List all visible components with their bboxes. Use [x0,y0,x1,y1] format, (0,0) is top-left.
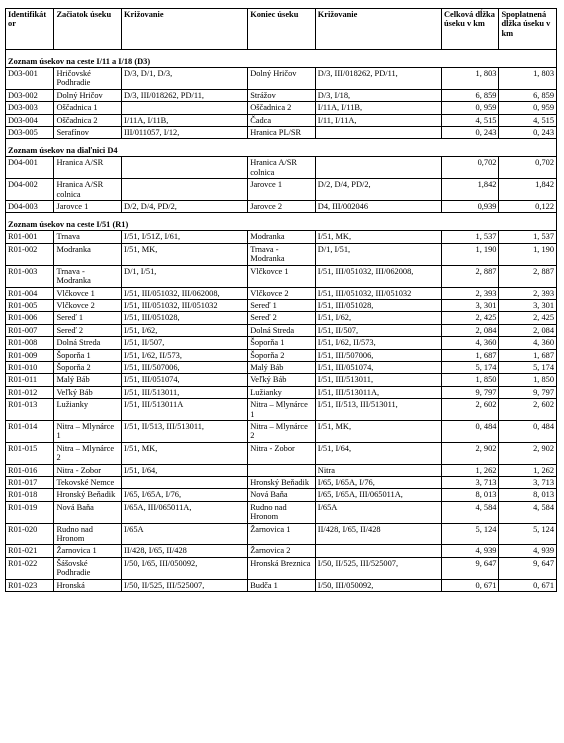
cell-id: R01-001 [6,231,54,243]
cell-end [248,464,316,476]
table-row [6,89,557,101]
cell-tolled-length: 4, 939 [499,545,557,557]
cell-tolled-length: 0, 671 [499,579,557,591]
cell-end: Nitra – Mlynárce 1 [248,399,316,421]
cell-tolled-length: 3, 713 [499,477,557,489]
cell-end: Šoporňa 2 [248,349,316,361]
cell-crossing-end: I/51, III/507006, [315,349,441,361]
cell-crossing-start: I/51, I/62, [122,324,248,336]
cell-total-length: 1, 850 [441,374,499,386]
cell-start: Jarovce 1 [54,201,122,213]
cell-tolled-length: 1, 262 [499,464,557,476]
cell-id: R01-020 [6,523,54,545]
cell-id: D04-003 [6,201,54,213]
cell-id: D04-001 [6,157,54,179]
cell-id: R01-006 [6,312,54,324]
cell-start: Žarnovica 1 [54,545,122,557]
cell-crossing-start: I/51, MK, [122,243,248,265]
cell-id: R01-005 [6,299,54,311]
table-row [6,557,557,579]
table-row [6,442,557,464]
cell-total-length: 1, 687 [441,349,499,361]
cell-crossing-start: II/428, I/65, II/428 [122,545,248,557]
cell-crossing-start: D/3, III/018262, PD/11, [122,89,248,101]
cell-end: Sereď 1 [248,299,316,311]
cell-crossing-end: D4, III/002046 [315,201,441,213]
cell-tolled-length: 4, 515 [499,114,557,126]
cell-start: Vlčkovce 2 [54,299,122,311]
cell-crossing-start: III/011057, I/12, [122,127,248,139]
cell-end: Rudno nad Hronom [248,501,316,523]
cell-tolled-length: 1, 850 [499,374,557,386]
cell-crossing-end: I/51, I/62, [315,312,441,324]
cell-total-length: 4, 360 [441,337,499,349]
table-row [6,127,557,139]
cell-total-length: 1, 537 [441,231,499,243]
cell-id: R01-018 [6,489,54,501]
table-row [6,299,557,311]
cell-crossing-start [122,102,248,114]
cell-end: Čadca [248,114,316,126]
cell-crossing-start: I/51, MK, [122,442,248,464]
cell-crossing-end: I/51, III/051032, III/062008, [315,265,441,287]
cell-total-length: 5, 174 [441,361,499,373]
cell-end: Strážov [248,89,316,101]
cell-crossing-end: D/3, III/018262, PD/11, [315,68,441,90]
cell-crossing-end: I/50, II/525, III/525007, [315,557,441,579]
cell-start: Nitra - Zobor [54,464,122,476]
cell-tolled-length: 2, 084 [499,324,557,336]
cell-crossing-end: I/51, MK, [315,231,441,243]
cell-start: Vlčkovce 1 [54,287,122,299]
cell-start: Dolný Hričov [54,89,122,101]
cell-tolled-length: 1,842 [499,179,557,201]
cell-crossing-end: I/51, I/62, II/573, [315,337,441,349]
cell-end: Jarovce 1 [248,179,316,201]
table-row [6,231,557,243]
cell-start: Nitra – Mlynárce 1 [54,420,122,442]
cell-tolled-length: 5, 124 [499,523,557,545]
table-row [6,287,557,299]
cell-tolled-length: 0,122 [499,201,557,213]
cell-start: Serafínov [54,127,122,139]
cell-end: Dolný Hričov [248,68,316,90]
cell-id: R01-017 [6,477,54,489]
cell-start: Tekovské Nemce [54,477,122,489]
cell-start: Veľký Báb [54,386,122,398]
cell-start: Hričovské Podhradie [54,68,122,90]
cell-total-length: 0, 243 [441,127,499,139]
cell-crossing-start: D/1, I/51, [122,265,248,287]
cell-id: R01-002 [6,243,54,265]
cell-tolled-length: 2, 393 [499,287,557,299]
section-title: Zoznam úsekov na diaľnici D4 [6,139,557,157]
cell-crossing-end: I/65, I/65A, I/76, [315,477,441,489]
cell-tolled-length: 3, 301 [499,299,557,311]
cell-start: Dolná Streda [54,337,122,349]
cell-start: Hronská [54,579,122,591]
table-row [6,579,557,591]
cell-total-length: 1,842 [441,179,499,201]
cell-crossing-start: I/51, III/051074, [122,374,248,386]
table-row [6,420,557,442]
cell-total-length: 0, 484 [441,420,499,442]
section-title: Zoznam úsekov na ceste I/51 (R1) [6,213,557,231]
section-title-row [6,139,557,157]
cell-total-length: 8, 013 [441,489,499,501]
cell-total-length: 3, 301 [441,299,499,311]
cell-total-length: 2, 393 [441,287,499,299]
cell-total-length: 9, 797 [441,386,499,398]
cell-crossing-end: II/428, I/65, II/428 [315,523,441,545]
table-row [6,201,557,213]
cell-crossing-start [122,157,248,179]
cell-id: R01-021 [6,545,54,557]
cell-tolled-length: 1, 537 [499,231,557,243]
cell-crossing-end: I/51, II/507, [315,324,441,336]
cell-total-length: 0,702 [441,157,499,179]
table-row [6,312,557,324]
header-crossing-end: Križovanie [315,9,441,50]
cell-crossing-start: I/51, III/513011, [122,386,248,398]
cell-end: Vlčkovce 1 [248,265,316,287]
cell-total-length: 0,939 [441,201,499,213]
cell-start: Nová Baňa [54,501,122,523]
cell-id: R01-015 [6,442,54,464]
cell-start: Hranica A/SR colnica [54,179,122,201]
cell-total-length: 2, 425 [441,312,499,324]
cell-start: Šášovské Podhradie [54,557,122,579]
cell-crossing-end [315,545,441,557]
table-row [6,243,557,265]
cell-crossing-start: I/51, III/051032, III/062008, [122,287,248,299]
cell-end: Trnava - Modranka [248,243,316,265]
cell-id: D03-003 [6,102,54,114]
cell-id: D03-001 [6,68,54,90]
section-title-row [6,213,557,231]
cell-crossing-start: I/51, III/051032, III/051032 [122,299,248,311]
cell-start: Šoporňa 1 [54,349,122,361]
table-row [6,68,557,90]
cell-crossing-start: I/11A, I/11B, [122,114,248,126]
cell-tolled-length: 6, 859 [499,89,557,101]
cell-end: Dolná Streda [248,324,316,336]
cell-tolled-length: 1, 190 [499,243,557,265]
cell-end: Nitra - Zobor [248,442,316,464]
cell-crossing-end: I/51, III/513011, [315,374,441,386]
cell-id: D03-004 [6,114,54,126]
table-row [6,349,557,361]
cell-tolled-length: 8, 013 [499,489,557,501]
cell-total-length: 0, 959 [441,102,499,114]
cell-id: R01-019 [6,501,54,523]
cell-start: Sereď 2 [54,324,122,336]
cell-crossing-start: I/65A, III/065011A, [122,501,248,523]
cell-total-length: 9, 647 [441,557,499,579]
cell-crossing-end: I/51, II/513, III/513011, [315,399,441,421]
cell-tolled-length: 0, 243 [499,127,557,139]
header-total-length: Celková dĺžka úseku v km [441,9,499,50]
section-title: Zoznam úsekov na ceste I/11 a I/18 (D3) [6,50,557,68]
cell-crossing-end: I/65, I/65A, III/065011A, [315,489,441,501]
table-row [6,265,557,287]
cell-crossing-end: D/1, I/51, [315,243,441,265]
cell-tolled-length: 0, 484 [499,420,557,442]
table-row [6,114,557,126]
cell-end: Oščadnica 2 [248,102,316,114]
cell-crossing-start [122,179,248,201]
cell-crossing-start: I/51, II/513, III/513011, [122,420,248,442]
cell-crossing-end: I/51, III/051028, [315,299,441,311]
table-row [6,477,557,489]
table-row [6,489,557,501]
cell-tolled-length: 1, 687 [499,349,557,361]
section-title-row [6,50,557,68]
cell-end: Nová Baňa [248,489,316,501]
cell-start: Hranica A/SR [54,157,122,179]
cell-id: R01-007 [6,324,54,336]
cell-end: Šoporňa 1 [248,337,316,349]
table-row [6,523,557,545]
cell-end: Žarnovica 2 [248,545,316,557]
cell-crossing-start: I/51, III/051028, [122,312,248,324]
cell-start: Sereď 1 [54,312,122,324]
cell-id: R01-008 [6,337,54,349]
cell-end: Hranica PL/SR [248,127,316,139]
header-end: Koniec úseku [248,9,316,50]
cell-start: Šoporňa 2 [54,361,122,373]
table-row [6,361,557,373]
cell-crossing-end: I/51, III/051074, [315,361,441,373]
cell-crossing-end: I/50, III/050092, [315,579,441,591]
cell-start: Trnava [54,231,122,243]
cell-total-length: 4, 939 [441,545,499,557]
cell-end: Veľký Báb [248,374,316,386]
cell-total-length: 3, 713 [441,477,499,489]
cell-crossing-start: I/65A [122,523,248,545]
cell-end: Jarovce 2 [248,201,316,213]
cell-tolled-length: 0,702 [499,157,557,179]
cell-tolled-length: 2, 425 [499,312,557,324]
cell-crossing-start: I/51, I/62, II/573, [122,349,248,361]
cell-id: R01-003 [6,265,54,287]
cell-crossing-end: I/51, I/64, [315,442,441,464]
table-row [6,324,557,336]
cell-end: Žarnovica 1 [248,523,316,545]
cell-tolled-length: 4, 360 [499,337,557,349]
header-tolled-length: Spoplatnená dĺžka úseku v km [499,9,557,50]
cell-total-length: 4, 515 [441,114,499,126]
table-row [6,464,557,476]
road-sections-table [5,8,557,592]
cell-crossing-start: I/50, I/65, III/050092, [122,557,248,579]
cell-total-length: 1, 190 [441,243,499,265]
cell-crossing-start: I/51, II/507, [122,337,248,349]
cell-crossing-end: Nitra [315,464,441,476]
cell-crossing-end [315,127,441,139]
cell-end: Hranica A/SR colnica [248,157,316,179]
cell-end: Hronský Beňadik [248,477,316,489]
cell-total-length: 5, 124 [441,523,499,545]
cell-total-length: 4, 584 [441,501,499,523]
cell-tolled-length: 0, 959 [499,102,557,114]
cell-id: R01-012 [6,386,54,398]
table-row [6,337,557,349]
cell-crossing-end: I/65A [315,501,441,523]
table-row [6,386,557,398]
cell-crossing-start: I/51, III/513011A [122,399,248,421]
cell-tolled-length: 9, 797 [499,386,557,398]
cell-crossing-start: I/50, II/525, III/525007, [122,579,248,591]
cell-crossing-end: I/11A, I/11B, [315,102,441,114]
cell-crossing-end: I/11, I/11A, [315,114,441,126]
cell-crossing-end: I/51, III/513011A, [315,386,441,398]
cell-id: D03-005 [6,127,54,139]
cell-crossing-start: I/51, I/64, [122,464,248,476]
cell-total-length: 2, 084 [441,324,499,336]
cell-crossing-end: I/51, MK, [315,420,441,442]
cell-start: Rudno nad Hronom [54,523,122,545]
cell-id: R01-010 [6,361,54,373]
header-crossing-start: Križovanie [122,9,248,50]
cell-end: Nitra – Mlynárce 2 [248,420,316,442]
cell-start: Trnava - Modranka [54,265,122,287]
cell-crossing-end [315,157,441,179]
table-row [6,157,557,179]
cell-crossing-end: I/51, III/051032, III/051032 [315,287,441,299]
cell-id: R01-022 [6,557,54,579]
table-row [6,374,557,386]
cell-start: Modranka [54,243,122,265]
table-row [6,179,557,201]
table-row [6,399,557,421]
cell-crossing-end: D/2, D/4, PD/2, [315,179,441,201]
table-row [6,102,557,114]
cell-start: Malý Báb [54,374,122,386]
cell-tolled-length: 9, 647 [499,557,557,579]
cell-start: Nitra – Mlynárce 2 [54,442,122,464]
cell-crossing-end: D/3, I/18, [315,89,441,101]
cell-tolled-length: 2, 887 [499,265,557,287]
cell-start: Oščadnica 1 [54,102,122,114]
cell-end: Vlčkovce 2 [248,287,316,299]
cell-crossing-start: I/51, III/507006, [122,361,248,373]
table-row [6,501,557,523]
cell-end: Hronská Breznica [248,557,316,579]
cell-end: Lužianky [248,386,316,398]
table-header-row [6,9,557,50]
cell-tolled-length: 1, 803 [499,68,557,90]
cell-total-length: 1, 803 [441,68,499,90]
cell-total-length: 2, 602 [441,399,499,421]
cell-end: Sereď 2 [248,312,316,324]
cell-id: R01-009 [6,349,54,361]
cell-crossing-start [122,477,248,489]
cell-id: R01-013 [6,399,54,421]
cell-start: Lužianky [54,399,122,421]
cell-crossing-start: D/2, D/4, PD/2, [122,201,248,213]
cell-id: D03-002 [6,89,54,101]
header-id: Identifikát or [6,9,54,50]
cell-tolled-length: 4, 584 [499,501,557,523]
cell-id: R01-016 [6,464,54,476]
header-start: Začiatok úseku [54,9,122,50]
cell-total-length: 6, 859 [441,89,499,101]
cell-id: R01-004 [6,287,54,299]
cell-crossing-start: I/65, I/65A, I/76, [122,489,248,501]
cell-total-length: 1, 262 [441,464,499,476]
cell-tolled-length: 5, 174 [499,361,557,373]
cell-end: Budča 1 [248,579,316,591]
table-row [6,545,557,557]
cell-end: Malý Báb [248,361,316,373]
cell-total-length: 0, 671 [441,579,499,591]
cell-start: Hronský Beňadik [54,489,122,501]
cell-id: R01-011 [6,374,54,386]
cell-id: R01-014 [6,420,54,442]
cell-total-length: 2, 887 [441,265,499,287]
cell-start: Oščadnica 2 [54,114,122,126]
cell-tolled-length: 2, 602 [499,399,557,421]
cell-tolled-length: 2, 902 [499,442,557,464]
cell-id: R01-023 [6,579,54,591]
cell-total-length: 2, 902 [441,442,499,464]
cell-id: D04-002 [6,179,54,201]
cell-crossing-start: D/3, D/1, D/3, [122,68,248,90]
cell-end: Modranka [248,231,316,243]
cell-crossing-start: I/51, I/51Z, I/61, [122,231,248,243]
